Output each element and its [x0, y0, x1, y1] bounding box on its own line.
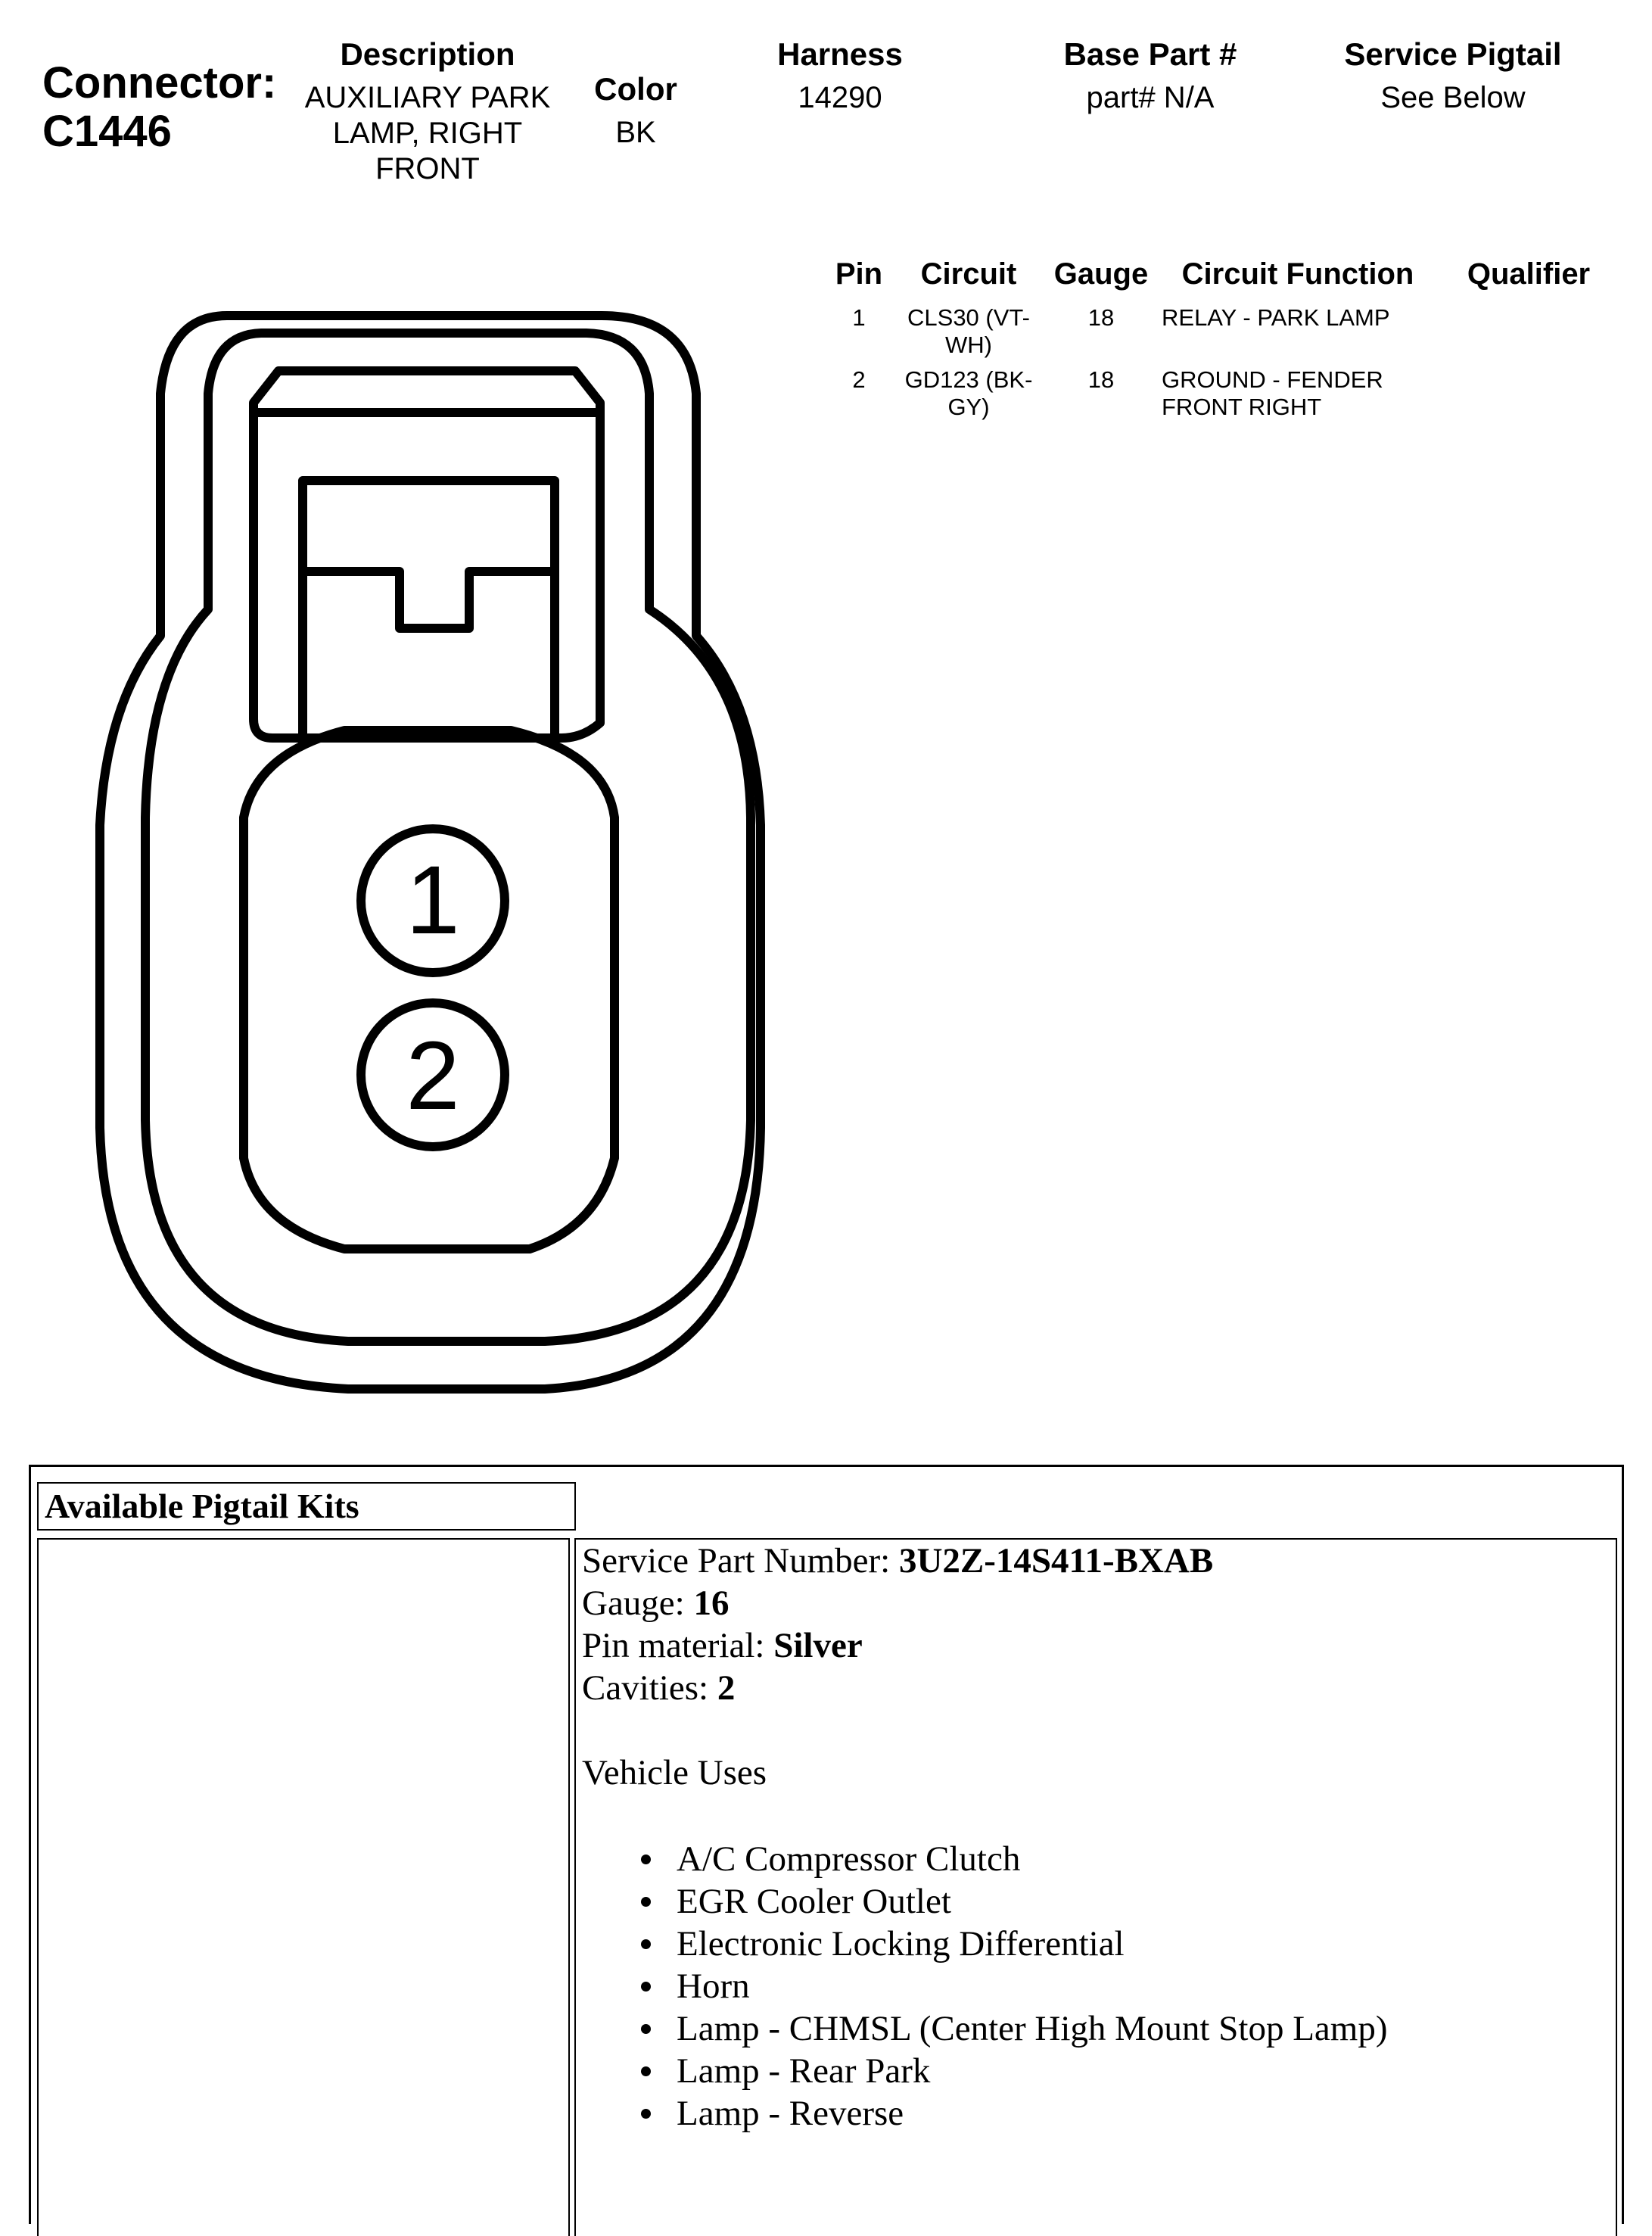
list-item — [582, 1880, 1616, 1923]
bullet-icon — [641, 2109, 651, 2119]
qualifier-header: Qualifier — [1467, 257, 1591, 291]
circuit-function — [1162, 366, 1449, 421]
circuit-header: Circuit — [920, 257, 1017, 291]
pin-material — [582, 1624, 1616, 1667]
base-part-value: part# N/A — [1086, 81, 1215, 114]
vehicle-uses-list — [582, 1838, 1616, 2135]
list-item — [582, 1965, 1616, 2007]
vehicle-use-text: Lamp - Reverse — [677, 2094, 904, 2133]
pin-number: 2 — [852, 366, 866, 393]
pin-number: 1 — [852, 304, 866, 331]
color-value: BK — [615, 116, 656, 149]
pigtail-kits-table — [29, 1465, 1624, 2224]
function-line-2: FRONT RIGHT — [1162, 394, 1322, 420]
harness-value: 14290 — [798, 81, 882, 114]
service-pigtail-value: See Below — [1380, 81, 1526, 114]
function-line-1: RELAY - PARK LAMP — [1162, 304, 1390, 331]
connector-header — [42, 59, 276, 156]
bullet-icon — [641, 1939, 651, 1949]
gauge-value: 18 — [1087, 304, 1115, 331]
pin-face — [244, 730, 614, 1249]
service-part-number-value: 3U2Z-14S411-BXAB — [898, 1541, 1214, 1580]
circuit-line-1: GD123 (BK- — [904, 366, 1033, 393]
pigtail-kit-detail — [574, 1538, 1617, 2236]
circuit-name — [901, 304, 1037, 359]
vehicle-use-text: Electronic Locking Differential — [677, 1924, 1125, 1964]
list-item — [582, 1923, 1616, 1965]
service-part-number — [582, 1540, 1616, 1582]
pigtail-image-cell — [37, 1538, 570, 2236]
pin-label-1: 1 — [406, 846, 460, 955]
pin-material-label: Pin material: — [582, 1626, 774, 1665]
bullet-icon — [641, 1855, 651, 1864]
pigtail-kits-title: Available Pigtail Kits — [37, 1482, 576, 1531]
pin-header: Pin — [835, 257, 883, 291]
vehicle-uses-heading: Vehicle Uses — [582, 1753, 767, 1792]
vehicle-use-text: Lamp - CHMSL (Center High Mount Stop Lamp) — [677, 2009, 1388, 2048]
circuit-function-header: Circuit Function — [1181, 257, 1414, 291]
function-line-1: GROUND - FENDER — [1162, 366, 1383, 393]
gauge-value: 18 — [1087, 366, 1115, 393]
service-pigtail-label: Service Pigtail — [1344, 36, 1562, 72]
vehicle-use-text: A/C Compressor Clutch — [677, 1839, 1021, 1879]
gauge-header: Gauge — [1053, 257, 1149, 291]
circuit-line-1: CLS30 (VT- — [907, 304, 1030, 331]
latch-notch — [303, 571, 555, 628]
kit-gauge-value: 16 — [693, 1584, 730, 1623]
list-item — [582, 2007, 1616, 2050]
list-item — [582, 2092, 1616, 2135]
description-value: AUXILIARY PARK LAMP, RIGHT FRONT — [304, 81, 551, 185]
harness-label: Harness — [777, 36, 903, 72]
connector-face-diagram — [83, 299, 779, 1419]
cavities-value: 2 — [717, 1668, 736, 1708]
description-label: Description — [340, 36, 515, 72]
color-label: Color — [594, 71, 677, 107]
pin-material-value: Silver — [773, 1626, 863, 1665]
bullet-icon — [641, 1897, 651, 1907]
bullet-icon — [641, 1982, 651, 1992]
latch-tab — [303, 481, 555, 734]
cavities — [582, 1667, 1616, 1709]
vehicle-use-text: EGR Cooler Outlet — [677, 1882, 951, 1921]
list-item — [582, 2050, 1616, 2092]
kit-gauge — [582, 1582, 1616, 1624]
vehicle-use-text: Horn — [677, 1967, 750, 2006]
base-part-label: Base Part # — [1063, 36, 1237, 72]
list-item — [582, 1838, 1616, 1880]
circuit-line-2: WH) — [945, 332, 992, 358]
connector-label: Connector: — [42, 58, 277, 107]
pin-label-2: 2 — [406, 1022, 460, 1130]
circuit-function — [1162, 304, 1449, 332]
service-part-number-label: Service Part Number: — [582, 1541, 899, 1580]
bullet-icon — [641, 2024, 651, 2034]
circuit-name — [901, 366, 1037, 421]
vehicle-use-text: Lamp - Rear Park — [677, 2051, 931, 2091]
cavities-label: Cavities: — [582, 1668, 717, 1708]
kit-gauge-label: Gauge: — [582, 1584, 694, 1623]
bullet-icon — [641, 2066, 651, 2076]
circuit-line-2: GY) — [947, 394, 990, 420]
connector-id: C1446 — [42, 107, 172, 156]
